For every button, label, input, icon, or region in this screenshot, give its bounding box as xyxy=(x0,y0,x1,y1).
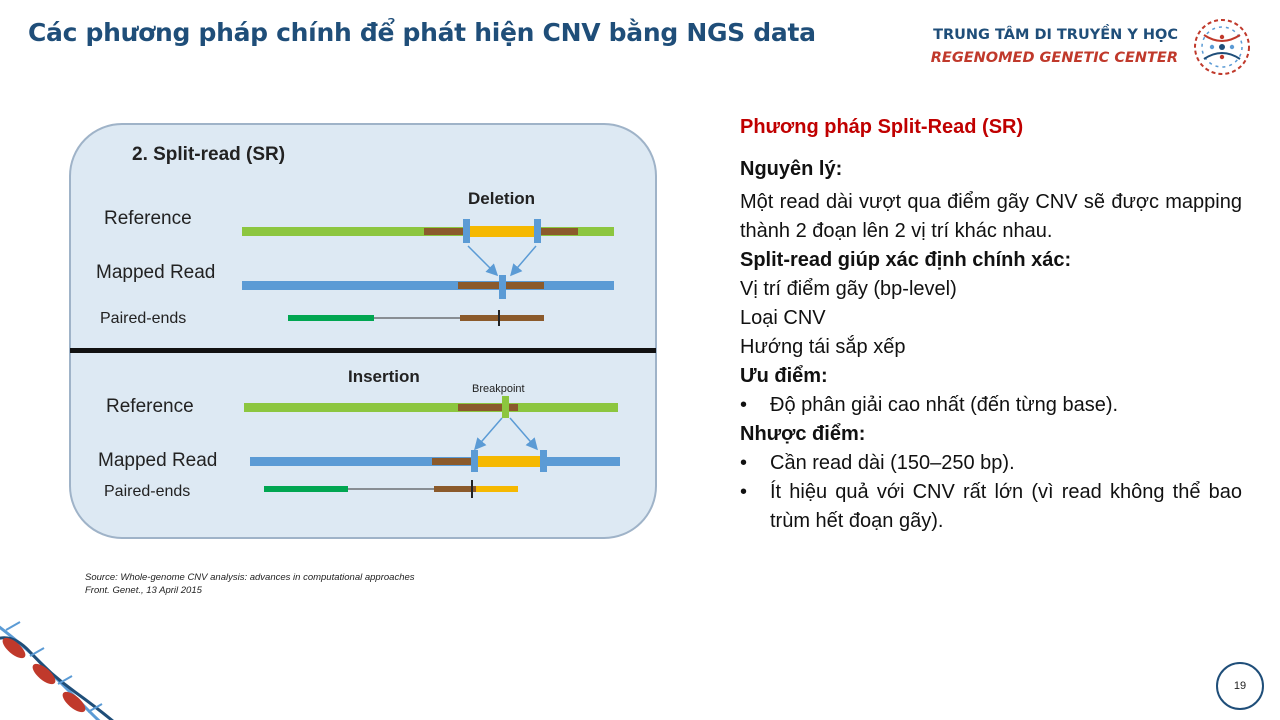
pros-item-text: Độ phân giải cao nhất (đến từng base). xyxy=(770,394,1119,416)
source-line-1: Source: Whole-genome CNV analysis: advances in computational approaches xyxy=(85,572,415,583)
mapped-read-label: Mapped Read xyxy=(96,262,216,283)
mapped-read-label-2: Mapped Read xyxy=(98,450,218,471)
deleted-segment xyxy=(468,226,536,237)
helps-heading: Split-read giúp xác định chính xác: xyxy=(740,249,1072,271)
reference-label-2: Reference xyxy=(106,396,194,417)
ins-breakpoint-right xyxy=(540,450,547,472)
org-name-vn: TRUNG TÂM DI TRUYỀN Y HỌC xyxy=(933,27,1178,43)
paired-end-1b xyxy=(264,486,348,492)
mapped-breakpoint xyxy=(499,275,506,299)
helps-item: Hướng tái sắp xếp xyxy=(740,336,906,358)
bullet-icon: • xyxy=(740,394,748,416)
paired-end-2c xyxy=(476,486,518,492)
paired-end-2b xyxy=(434,486,476,492)
mapped-read-line xyxy=(242,281,614,290)
cons-item xyxy=(740,449,1242,478)
regenomed-logo xyxy=(1190,15,1254,79)
source-line-2: Front. Genet., 13 April 2015 xyxy=(85,585,202,596)
reference-label: Reference xyxy=(104,208,192,229)
content-body xyxy=(740,188,1242,536)
paired-ends-label: Paired-ends xyxy=(100,310,187,327)
principle-text: Một read dài vượt qua điểm gãy CNV sẽ được mapping thành 2 đoạn lên 2 vị trí khác nhau. xyxy=(740,191,1242,242)
insertion-label: Insertion xyxy=(348,367,420,386)
page-number: 19 xyxy=(1216,662,1264,710)
slide-title: Các phương pháp chính để phát hiện CNV bằng NGS data xyxy=(28,18,816,47)
diagram-title: 2. Split-read (SR) xyxy=(132,144,286,165)
helps-item: Vị trí điểm gãy (bp-level) xyxy=(740,278,957,300)
org-name-en: REGENOMED GENETIC CENTER xyxy=(930,50,1178,66)
flank-left xyxy=(424,228,466,235)
reference-line-2 xyxy=(244,403,618,412)
bullet-icon: • xyxy=(740,481,748,503)
cons-heading: Nhược điểm: xyxy=(740,423,866,445)
paired-end-2 xyxy=(460,315,544,321)
pros-item xyxy=(740,391,1242,420)
section-title: Phương pháp Split-Read (SR) xyxy=(740,116,1024,138)
cons-item xyxy=(740,478,1242,536)
cons-item-text: Ít hiệu quả với CNV rất lớn (vì read không thể bao trùm hết đoạn gãy). xyxy=(770,481,1242,532)
helps-item: Loại CNV xyxy=(740,307,826,329)
breakpoint-left xyxy=(463,219,470,243)
cons-item-text: Cần read dài (150–250 bp). xyxy=(770,452,1015,474)
pros-heading: Ưu điểm: xyxy=(740,365,828,387)
inserted-segment xyxy=(476,456,542,467)
flank-right xyxy=(538,228,578,235)
paired-ends-label-2: Paired-ends xyxy=(104,483,191,500)
dna-helix-decoration xyxy=(0,612,130,720)
section-divider xyxy=(70,348,656,353)
ins-breakpoint-left xyxy=(471,450,478,472)
breakpoint-right xyxy=(534,219,541,243)
insertion-point xyxy=(502,396,509,418)
split-read-diagram xyxy=(68,118,660,542)
breakpoint-label: Breakpoint xyxy=(472,383,525,395)
principle-heading: Nguyên lý: xyxy=(740,158,843,180)
diagram-panel xyxy=(70,124,656,538)
paired-end-1 xyxy=(288,315,374,321)
figure-source xyxy=(85,571,415,597)
deletion-label: Deletion xyxy=(468,189,536,208)
bullet-icon: • xyxy=(740,452,748,474)
mapped-flank-2 xyxy=(432,458,472,465)
